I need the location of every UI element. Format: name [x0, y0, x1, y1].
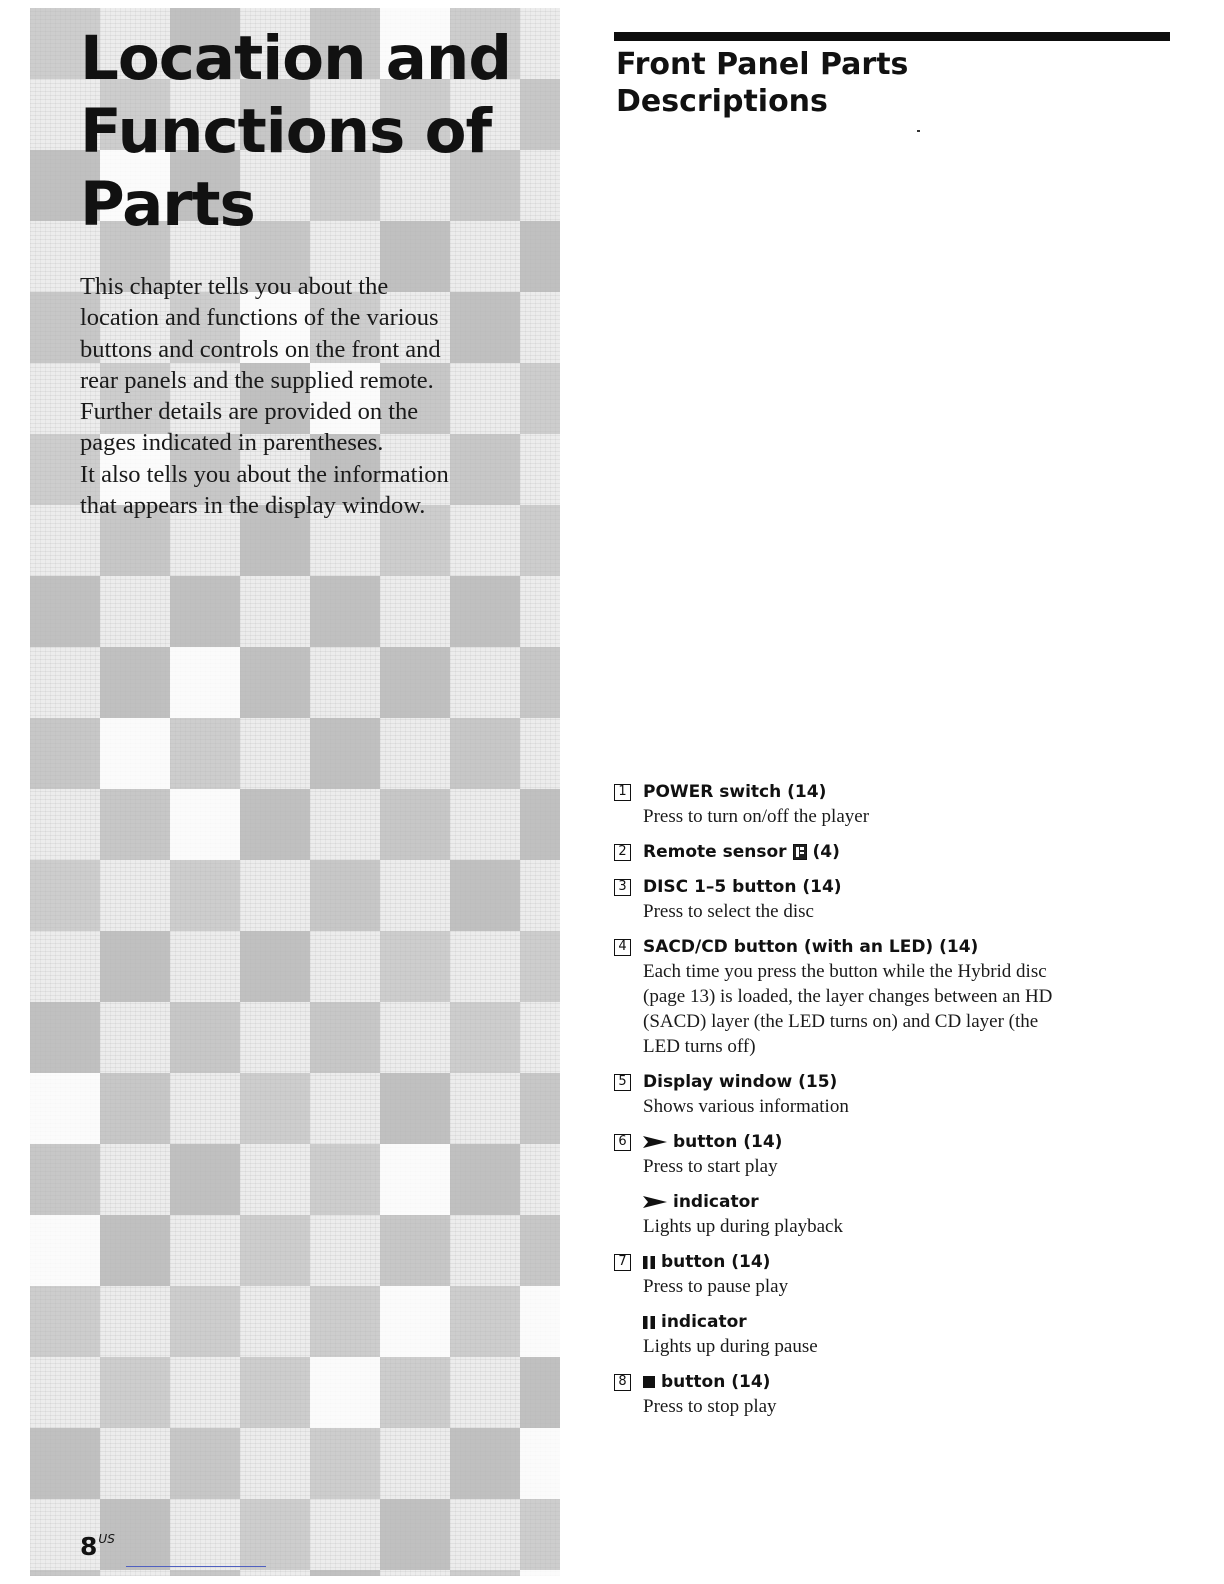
part-label: SACD/CD button (with an LED) (14)	[643, 937, 979, 957]
remote-sensor-icon	[793, 844, 807, 860]
checker-cell	[100, 931, 170, 1002]
sub-heading	[643, 1310, 1114, 1334]
part-number-box: 6	[614, 1134, 631, 1151]
checker-cell	[240, 647, 310, 718]
checker-cell	[520, 79, 560, 150]
checker-cell	[170, 1428, 240, 1499]
checker-cell	[100, 1215, 170, 1286]
checker-cell	[30, 718, 100, 789]
part-number-box: 7	[614, 1254, 631, 1271]
checker-cell	[170, 860, 240, 931]
part-item	[614, 875, 1114, 924]
part-heading	[614, 935, 1114, 959]
part-item	[614, 1370, 1114, 1419]
sub-description: Lights up during playback	[643, 1216, 843, 1237]
intro-line: that appears in the display window.	[80, 492, 426, 520]
stop-icon	[643, 1376, 655, 1388]
checker-cell	[30, 1215, 100, 1286]
page-number-suffix: US	[98, 1532, 115, 1546]
checker-cell	[380, 1499, 450, 1570]
checker-cell	[450, 1286, 520, 1357]
checker-cell	[100, 789, 170, 860]
sub-description: Lights up during pause	[643, 1336, 818, 1357]
checker-cell	[30, 1002, 100, 1073]
checker-cell	[310, 1428, 380, 1499]
checker-cell	[520, 647, 560, 718]
part-number-box: 1	[614, 784, 631, 801]
checker-cell	[170, 1286, 240, 1357]
section-title-line: Descriptions	[616, 84, 828, 119]
checker-cell	[240, 1499, 310, 1570]
part-number-box: 8	[614, 1374, 631, 1391]
part-number-box: 2	[614, 844, 631, 861]
checker-cell	[170, 789, 240, 860]
intro-line: This chapter tells you about the	[80, 273, 389, 300]
part-item	[614, 780, 1114, 829]
part-heading	[614, 1070, 1114, 1094]
checker-cell	[240, 1073, 310, 1144]
sub-label: indicator	[661, 1312, 747, 1332]
intro-line: rear panels and the supplied remote.	[80, 366, 434, 394]
checker-cell	[380, 1144, 450, 1215]
chapter-intro	[80, 271, 520, 521]
part-label: button (14)	[661, 1252, 771, 1272]
part-heading	[614, 1130, 1114, 1154]
pause-icon	[643, 1316, 655, 1329]
part-description: Press to turn on/off the player	[643, 806, 870, 827]
part-description: Press to start play	[643, 1156, 778, 1177]
checker-cell	[30, 1286, 100, 1357]
checker-cell	[240, 931, 310, 1002]
checker-cell	[520, 1428, 560, 1499]
checker-cell	[380, 931, 450, 1002]
intro-line: location and functions of the various	[80, 304, 439, 332]
checker-cell	[310, 718, 380, 789]
part-label: button (14)	[673, 1132, 783, 1152]
part-label: button (14)	[661, 1372, 771, 1392]
part-label: POWER switch (14)	[643, 782, 827, 802]
print-speck	[917, 130, 920, 132]
part-description: Press to pause play	[643, 1276, 789, 1297]
intro-line: buttons and controls on the front and	[80, 335, 441, 363]
part-description: Press to stop play	[643, 1396, 777, 1417]
description-line: Each time you press the button while the Hybrid disc	[643, 961, 1047, 982]
checker-cell	[170, 647, 240, 718]
description-line: LED turns off)	[643, 1036, 756, 1057]
page-number	[80, 1532, 115, 1561]
section-title	[616, 46, 908, 120]
chapter-title-line: Parts	[80, 169, 255, 240]
part-heading	[614, 875, 1114, 899]
part-heading	[614, 840, 1114, 864]
checker-cell	[380, 647, 450, 718]
checker-cell	[240, 1215, 310, 1286]
part-number-box: 5	[614, 1074, 631, 1091]
checker-cell	[170, 1144, 240, 1215]
checker-cell	[520, 931, 560, 1002]
checker-cell	[520, 1357, 560, 1428]
part-heading	[614, 780, 1114, 804]
checker-cell	[450, 1002, 520, 1073]
checker-cell	[30, 1073, 100, 1144]
checker-cell	[520, 789, 560, 860]
checker-cell	[450, 576, 520, 647]
part-sub-item	[643, 1310, 1114, 1359]
checker-cell	[520, 1073, 560, 1144]
pause-icon	[643, 1256, 655, 1269]
checker-cell	[30, 1570, 100, 1576]
part-heading	[614, 1250, 1114, 1274]
checker-cell	[310, 576, 380, 647]
checker-cell	[520, 505, 560, 576]
part-number-box: 4	[614, 939, 631, 956]
part-label: DISC 1–5 button (14)	[643, 877, 842, 897]
part-item	[614, 935, 1114, 1059]
checker-cell	[520, 363, 560, 434]
checker-cell	[30, 1144, 100, 1215]
checker-cell	[520, 1499, 560, 1570]
play-icon	[643, 1196, 667, 1208]
part-label-suffix: (4)	[812, 842, 840, 862]
checker-cell	[380, 1286, 450, 1357]
checker-cell	[170, 576, 240, 647]
checker-cell	[450, 718, 520, 789]
checker-cell	[450, 1570, 520, 1576]
part-description: Press to select the disc	[643, 901, 814, 922]
checker-cell	[520, 221, 560, 292]
checker-cell	[450, 860, 520, 931]
checker-pattern	[30, 8, 560, 1576]
checker-cell	[30, 1428, 100, 1499]
part-description: Shows various information	[643, 1096, 849, 1117]
checker-cell	[170, 1002, 240, 1073]
page-number-value: 8	[80, 1532, 98, 1561]
checker-cell	[380, 789, 450, 860]
section-top-rule	[614, 32, 1170, 41]
chapter-title-line: Functions of	[80, 96, 492, 167]
part-number-box: 3	[614, 879, 631, 896]
checker-cell	[310, 1286, 380, 1357]
checker-cell	[100, 1357, 170, 1428]
intro-line: pages indicated in parentheses.	[80, 429, 384, 457]
checker-cell	[450, 1428, 520, 1499]
checker-cell	[170, 718, 240, 789]
sub-label: indicator	[673, 1192, 759, 1212]
description-line: (SACD) layer (the LED turns on) and CD layer (the	[643, 1011, 1039, 1032]
checker-cell	[30, 860, 100, 931]
play-icon	[643, 1136, 667, 1148]
parts-list	[614, 780, 1114, 1430]
checker-cell	[100, 647, 170, 718]
checker-cell	[30, 576, 100, 647]
part-item	[614, 840, 1114, 864]
checker-cell	[240, 1357, 310, 1428]
checker-cell	[240, 789, 310, 860]
chapter-title-line: Location and	[80, 23, 511, 94]
checker-cell	[450, 1144, 520, 1215]
checker-cell	[380, 1215, 450, 1286]
checker-cell	[100, 718, 170, 789]
chapter-sidebar	[30, 8, 560, 1576]
checker-cell	[310, 1002, 380, 1073]
description-line: (page 13) is loaded, the layer changes between an HD	[643, 986, 1053, 1007]
part-label: Display window (15)	[643, 1072, 838, 1092]
part-item	[614, 1130, 1114, 1239]
checker-cell	[310, 1570, 380, 1576]
page-number-underline	[126, 1566, 266, 1567]
checker-cell	[520, 1570, 560, 1576]
checker-cell	[520, 1286, 560, 1357]
section-title-line: Front Panel Parts	[616, 47, 909, 82]
checker-cell	[100, 1073, 170, 1144]
checker-cell	[170, 1570, 240, 1576]
part-item	[614, 1070, 1114, 1119]
part-description	[643, 959, 1103, 1059]
intro-line: It also tells you about the information	[80, 460, 449, 488]
part-heading	[614, 1370, 1114, 1394]
checker-cell	[310, 1357, 380, 1428]
part-label: Remote sensor	[643, 842, 787, 862]
part-item	[614, 1250, 1114, 1359]
sub-heading	[643, 1190, 1114, 1214]
checker-cell	[380, 1357, 450, 1428]
chapter-title	[80, 22, 511, 241]
checker-cell	[380, 1073, 450, 1144]
checker-cell	[310, 1144, 380, 1215]
checker-cell	[520, 1215, 560, 1286]
part-sub-item	[643, 1190, 1114, 1239]
checker-cell	[310, 860, 380, 931]
intro-line: Further details are provided on the	[80, 398, 419, 426]
